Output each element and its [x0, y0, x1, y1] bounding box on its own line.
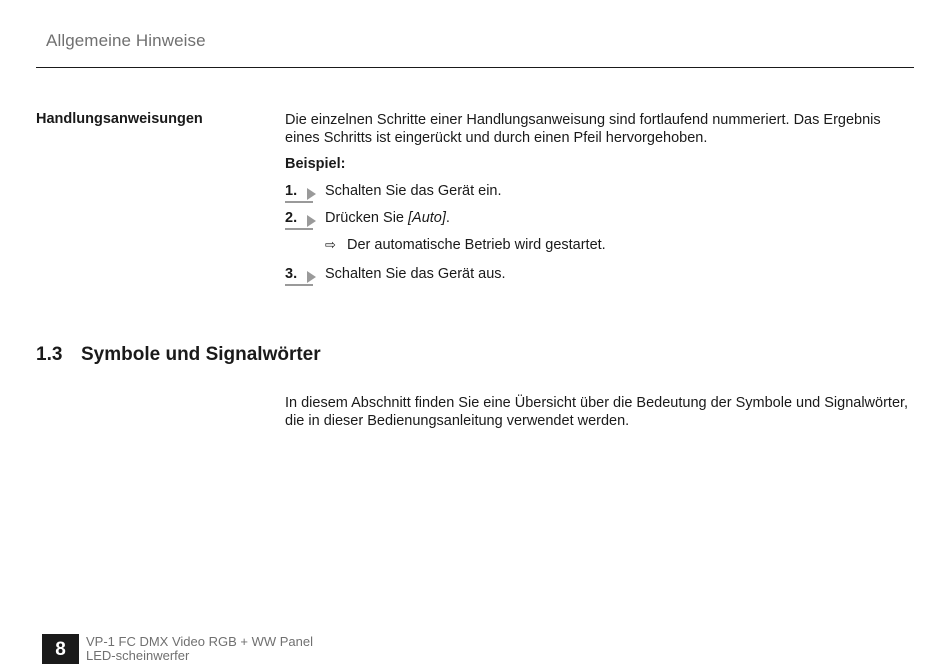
step-number: 1.	[285, 183, 298, 199]
section-intro-paragraph: In diesem Abschnitt finden Sie eine Übersicht über die Bedeutung der Symbole und Signalwörter, die in dieser Bedienungsanleitung verwendet werden.	[285, 395, 909, 429]
footer-product-type: LED-scheinwerfer	[86, 648, 190, 663]
step-number: 3.	[285, 266, 298, 282]
page-header-title: Allgemeine Hinweise	[46, 31, 206, 50]
step-text-after: .	[445, 210, 450, 226]
step-arrow-icon	[307, 215, 316, 227]
example-label: Beispiel:	[285, 156, 346, 172]
instructions-intro-paragraph: Die einzelnen Schritte einer Handlungsanweisung sind fortlaufend nummeriert. Das Ergebnis eines Schritts ist eingerückt und durch einen Pfeil hervorgehoben.	[285, 112, 881, 146]
step-underline	[285, 228, 313, 230]
step-arrow-icon	[307, 188, 316, 200]
step-text	[325, 210, 450, 226]
step-underline	[285, 284, 313, 286]
header-divider	[36, 67, 914, 68]
step-text: Schalten Sie das Gerät aus.	[325, 266, 506, 282]
step-arrow-icon	[307, 271, 316, 283]
section-number: 1.3	[36, 344, 63, 365]
step-text-before: Drücken Sie	[325, 210, 409, 226]
button-reference: [Auto]	[408, 210, 446, 226]
section-heading	[36, 344, 321, 366]
step-text: Schalten Sie das Gerät ein.	[325, 183, 502, 199]
page-number: 8	[42, 634, 79, 664]
result-arrow-icon: ⇨	[325, 237, 336, 252]
side-heading-instructions: Handlungsanweisungen	[36, 111, 203, 127]
section-title: Symbole und Signalwörter	[81, 344, 321, 365]
step-number: 2.	[285, 210, 298, 226]
step-result	[325, 237, 606, 253]
result-text: Der automatische Betrieb wird gestartet.	[347, 237, 606, 253]
footer-product-name: VP-1 FC DMX Video RGB + WW Panel	[86, 634, 313, 649]
step-underline	[285, 201, 313, 203]
